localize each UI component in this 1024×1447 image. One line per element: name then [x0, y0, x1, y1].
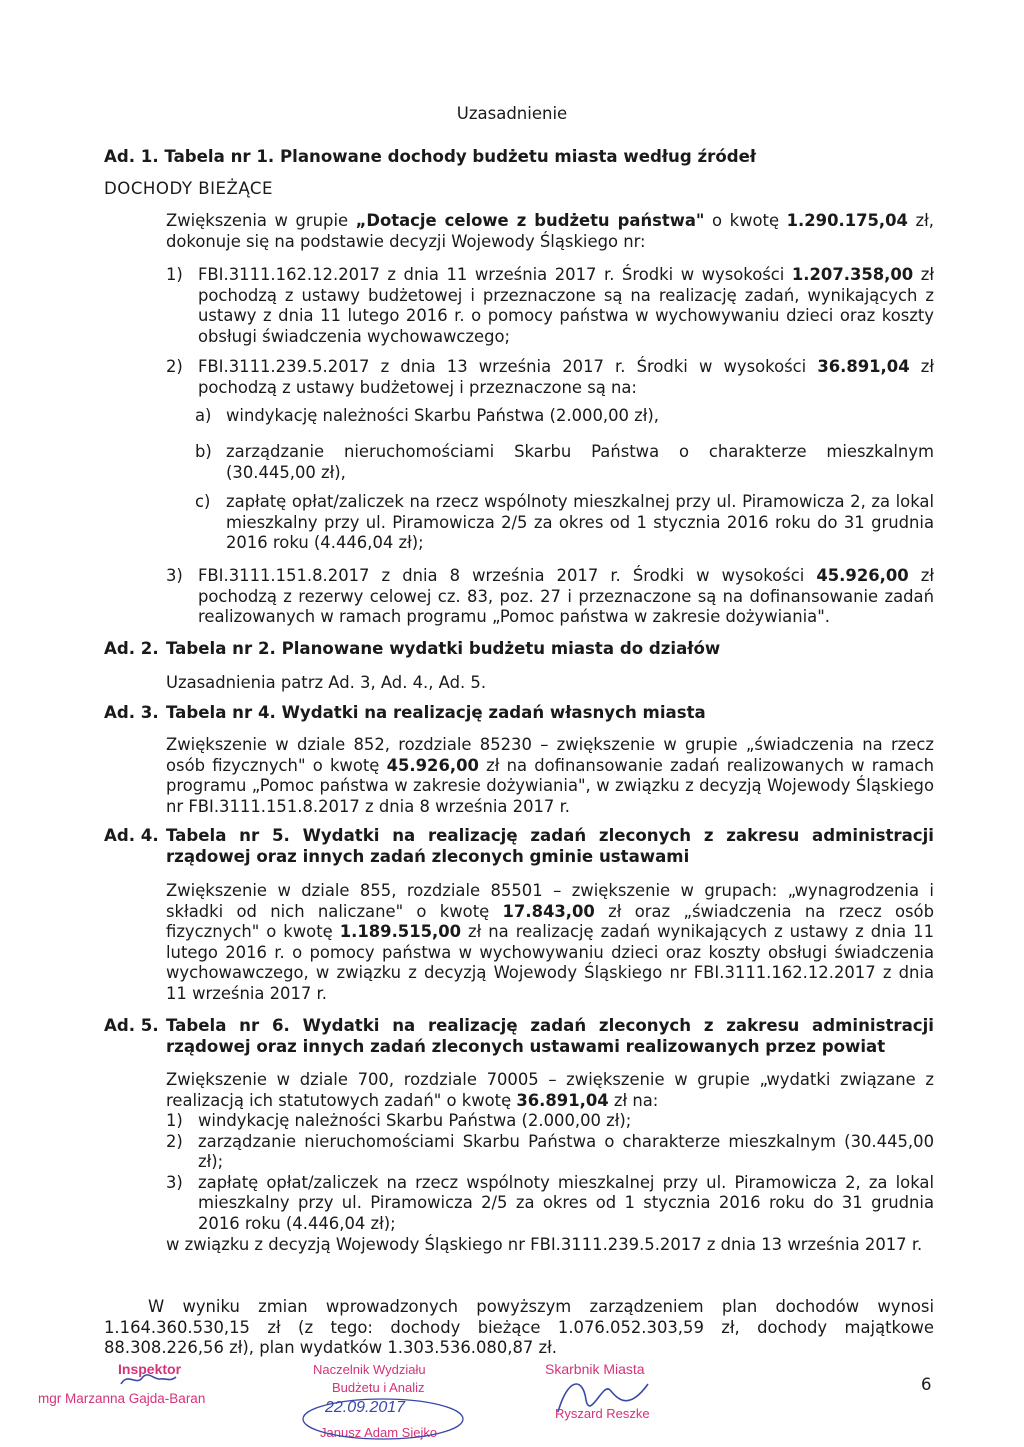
ad2-heading: Ad. 2. Tabela nr 2. Planowane wydatki budżetu miasta do działów [104, 639, 721, 658]
ad1-subitem-a: a) windykację należności Skarbu Państwa (2.000,00 zł), [195, 406, 660, 425]
ad4-text: Zwiększenie w dziale 855, rozdziale 85501 – zwiększenie w grupach: „wynagrodzenia i składki od nich naliczane" o kwotę 17.843,00 zł oraz „świadczenia na rzecz osób fizycznych" o kwotę 1.189.515,00 zł na realizację zadań wynikających z ustawy z dnia 11 lutego 2016 r. o pomocy państwa w wychowywaniu dzieci oraz koszty obsługi świadczenia wychowawczego, w związku z decyzją Wojewody Śląskiego nr FBI.3111.162.12.2017 z dnia 11 września 2017 r. [166, 881, 934, 1003]
ad1-intro: Zwiększenia w grupie „Dotacje celowe z budżetu państwa" o kwotę 1.290.175,04 zł, dokonuje się na podstawie decyzji Wojewody Śląskiego nr: [166, 211, 934, 251]
ad5-item-3: 3) zapłatę opłat/zaliczek na rzecz wspólnoty mieszkalnej przy ul. Piramowicza 2, za lokal mieszkalny przy ul. Piramowicza 2/5 za okres od 1 stycznia 2016 roku do 31 grudnia 2016 roku (4.446,04 zł); [166, 1172, 934, 1233]
stamp-oval-icon [298, 1395, 468, 1443]
ad1-subitem-b: b) zarządzanie nieruchomościami Skarbu Państwa o charakterze mieszkalnym (30.445,00 zł), [195, 442, 934, 482]
ad5-list [166, 1111, 934, 1234]
stamp-naczelnik-title: Naczelnik Wydziału [313, 1362, 426, 1377]
stamp-inspektor-title: Inspektor [118, 1361, 182, 1377]
ad1-subheading: DOCHODY BIEŻĄCE [104, 179, 274, 198]
ad1-item-1: 1) FBI.3111.162.12.2017 z dnia 11 września 2017 r. Środki w wysokości 1.207.358,00 zł pochodzą z ustawy budżetowej i przeznaczone są na realizację zadań, wynikających z ustawy z dnia 11 lutego 2016 r. o pomocy państwa w wychowywaniu dzieci oraz koszty obsługi świadczenia wychowawczego; [166, 265, 934, 346]
ad3-heading: Ad. 3. Tabela nr 4. Wydatki na realizację zadań własnych miasta [104, 703, 706, 722]
ad5-item-1: 1) windykację należności Skarbu Państwa (2.000,00 zł); [166, 1111, 632, 1130]
ad1-heading: Ad. 1. Tabela nr 1. Planowane dochody budżetu miasta według źródeł [104, 147, 757, 166]
ad5-heading: Ad. 5. Tabela nr 6. Wydatki na realizację zadań zleconych z zakresu administracji rządowej oraz innych zadań zleconych ustawami realizowanych przez powiat [104, 1016, 934, 1056]
stamp-naczelnik-dept: Budżetu i Analiz [332, 1380, 425, 1395]
stamp-naczelnik-name: Janusz Adam Siejko [320, 1425, 438, 1440]
ad3-text: Zwiększenie w dziale 852, rozdziale 85230 – zwiększenie w grupie „świadczenia na rzecz osób fizycznych" o kwotę 45.926,00 zł na dofinansowanie zadań realizowanych w ramach programu „Pomoc państwa w zakresie dożywiania", w związku z decyzją Wojewody Śląskiego nr FBI.3111.151.8.2017 z dnia 8 września 2017 r. [166, 735, 934, 816]
ad2-text: Uzasadnienia patrz Ad. 3, Ad. 4., Ad. 5. [166, 673, 487, 692]
ad1-subitem-c: c) zapłatę opłat/zaliczek na rzecz wspólnoty mieszkalnej przy ul. Piramowicza 2, za lokal mieszkalny przy ul. Piramowicza 2/5 za okres od 1 stycznia 2016 roku do 31 grudnia 2016 roku (4.446,04 zł); [195, 492, 934, 552]
stamp-skarbnik-name: Ryszard Reszke [555, 1406, 650, 1421]
ad5-item-2: 2) zarządzanie nieruchomościami Skarbu Państwa o charakterze mieszkalnym (30.445,00 zł); [166, 1131, 934, 1171]
ad1-item-2: 2) FBI.3111.239.5.2017 z dnia 13 września 2017 r. Środki w wysokości 36.891,04 zł pochodzą z ustawy budżetowej i przeznaczone są na: [166, 357, 934, 397]
ad5-closing: w związku z decyzją Wojewody Śląskiego nr FBI.3111.239.5.2017 z dnia 13 września 2017 r. [166, 1235, 923, 1254]
handwritten-date: 22.09.2017 [325, 1399, 406, 1416]
ad1-item-3: 3) FBI.3111.151.8.2017 z dnia 8 września 2017 r. Środki w wysokości 45.926,00 zł pochodzą z rezerwy celowej cz. 83, poz. 27 i przeznaczone są na dofinansowanie zadań realizowanych w ramach programu „Pomoc państwa w zakresie dożywiania". [166, 566, 934, 626]
signature-inspektor-icon [118, 1370, 178, 1390]
document-title: Uzasadnienie [456, 104, 568, 123]
ad5-text: Zwiększenie w dziale 700, rozdziale 70005 – zwiększenie w grupie „wydatki związane z realizacją ich statutowych zadań" o kwotę 36.891,04 zł na: [166, 1070, 934, 1110]
ad1-list [166, 265, 934, 347]
stamp-inspektor-name: mgr Marzanna Gajda-Baran [38, 1391, 206, 1406]
ad4-heading: Ad. 4. Tabela nr 5. Wydatki na realizację zadań zleconych z zakresu administracji rządowej oraz innych zadań zleconych gminie ustawami [104, 826, 934, 866]
summary-paragraph: W wyniku zmian wprowadzonych powyższym zarządzeniem plan dochodów wynosi 1.164.360.530,15 zł (z tego: dochody bieżące 1.076.052.303,59 zł, dochody majątkowe 88.308.226,56 zł), plan wydatków 1.303.536.080,87 zł. [104, 1297, 934, 1357]
page-number: 6 [921, 1375, 932, 1394]
stamp-skarbnik-title: Skarbnik Miasta [545, 1361, 645, 1377]
